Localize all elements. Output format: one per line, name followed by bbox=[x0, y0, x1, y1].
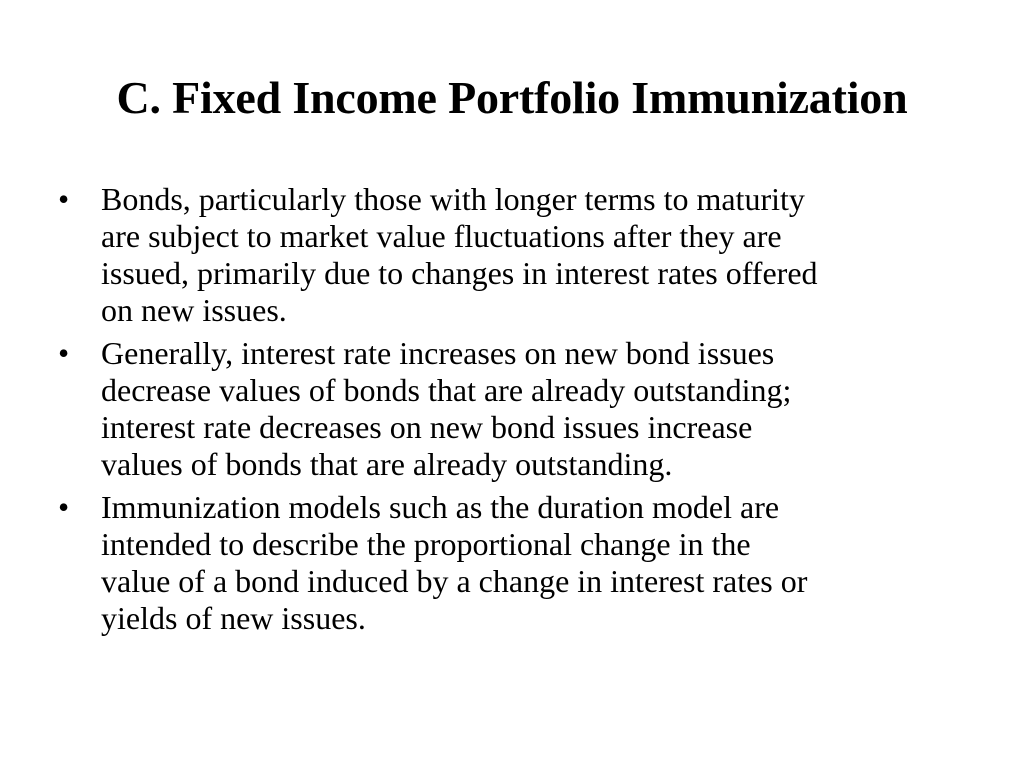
bullet-dot-icon: • bbox=[58, 335, 70, 371]
bullet-line: decrease values of bonds that are already outstanding; bbox=[101, 372, 792, 408]
bullet-line: Immunization models such as the duration model are bbox=[101, 489, 780, 525]
bullet-line: Bonds, particularly those with longer terms to maturity bbox=[101, 181, 805, 217]
bullet-line: on new issues. bbox=[101, 292, 287, 328]
bullet-line: Generally, interest rate increases on new bond issues bbox=[101, 335, 775, 371]
bullet-line: intended to describe the proportional change in the bbox=[101, 526, 751, 562]
bullet-line: issued, primarily due to changes in interest rates offered bbox=[101, 255, 818, 291]
bullet-item-1 bbox=[58, 181, 978, 329]
bullet-line: are subject to market value fluctuations after they are bbox=[101, 218, 782, 254]
slide-title: C. Fixed Income Portfolio Immunization bbox=[116, 72, 908, 123]
bullet-item-3 bbox=[58, 489, 978, 637]
bullet-line: value of a bond induced by a change in interest rates or bbox=[101, 563, 808, 599]
bullet-dot-icon: • bbox=[58, 489, 70, 525]
bullet-list bbox=[58, 181, 978, 643]
bullet-item-2 bbox=[58, 335, 978, 483]
bullet-dot-icon: • bbox=[58, 181, 70, 217]
bullet-line: interest rate decreases on new bond issues increase bbox=[101, 409, 753, 445]
bullet-line: values of bonds that are already outstanding. bbox=[101, 446, 673, 482]
bullet-line: yields of new issues. bbox=[101, 600, 366, 636]
